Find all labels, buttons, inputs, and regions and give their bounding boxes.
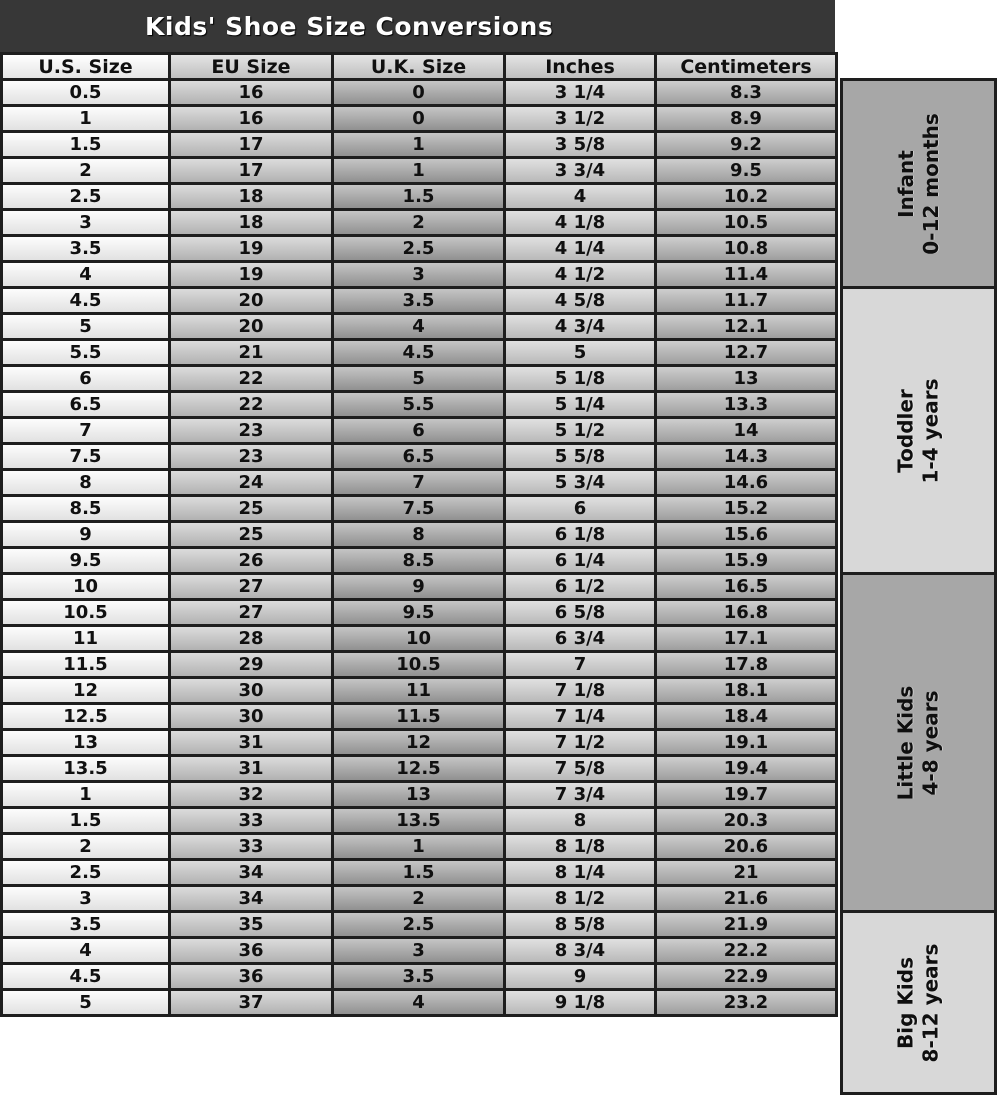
age-group-infant [840,78,997,289]
age-group-range: 4-8 years [918,690,943,795]
table-cell: 8 1/8 [506,835,657,861]
column-header: U.S. Size [3,55,171,81]
table-cell: 13.5 [3,757,171,783]
table-cell: 9.5 [3,549,171,575]
table-cell: 16 [171,107,334,133]
table-cell: 6.5 [334,445,506,471]
table-cell: 6 [506,497,657,523]
table-cell: 24 [171,471,334,497]
table-cell: 9 1/8 [506,991,657,1017]
table-cell: 36 [171,939,334,965]
table-cell: 17 [171,133,334,159]
table-cell: 0 [334,81,506,107]
table-cell: 2.5 [3,185,171,211]
table-cell: 8 1/2 [506,887,657,913]
table-cell: 25 [171,523,334,549]
table-cell: 4.5 [3,965,171,991]
table-cell: 19 [171,263,334,289]
table-cell: 30 [171,679,334,705]
age-group-label [894,378,944,483]
column-header: Inches [506,55,657,81]
table-cell: 21.6 [657,887,838,913]
table-cell: 13 [3,731,171,757]
table-cell: 4 [506,185,657,211]
table-cell: 15.9 [657,549,838,575]
table-cell: 1 [334,159,506,185]
table-cell: 8.9 [657,107,838,133]
table-cell: 3 1/4 [506,81,657,107]
table-cell: 11.5 [334,705,506,731]
table-cell: 11 [3,627,171,653]
table-cell: 4 1/4 [506,237,657,263]
table-cell: 1.5 [334,861,506,887]
table-cell: 5 1/8 [506,367,657,393]
table-cell: 6.5 [3,393,171,419]
table-cell: 11.5 [3,653,171,679]
table-cell: 23.2 [657,991,838,1017]
table-cell: 35 [171,913,334,939]
table-cell: 9.5 [334,601,506,627]
table-cell: 2 [3,159,171,185]
table-cell: 22.9 [657,965,838,991]
table-cell: 22 [171,393,334,419]
table-cell: 4 3/4 [506,315,657,341]
table-cell: 16.5 [657,575,838,601]
table-cell: 37 [171,991,334,1017]
table-cell: 14.3 [657,445,838,471]
table-cell: 18 [171,185,334,211]
table-cell: 0 [334,107,506,133]
table-cell: 5 [3,991,171,1017]
table-cell: 34 [171,861,334,887]
table-cell: 7 1/8 [506,679,657,705]
table-cell: 10.2 [657,185,838,211]
table-cell: 4 1/8 [506,211,657,237]
table-cell: 12.1 [657,315,838,341]
age-group-name: Little Kids [893,685,918,800]
table-cell: 9.5 [657,159,838,185]
table-cell: 3.5 [3,237,171,263]
table-cell: 23 [171,419,334,445]
table-cell: 25 [171,497,334,523]
table-cell: 12.7 [657,341,838,367]
table-cell: 0.5 [3,81,171,107]
size-conversion-table [0,52,838,1017]
table-cell: 3.5 [3,913,171,939]
table-cell: 8 1/4 [506,861,657,887]
table-cell: 22.2 [657,939,838,965]
table-cell: 6 3/4 [506,627,657,653]
table-cell: 2.5 [3,861,171,887]
table-cell: 13 [334,783,506,809]
table-cell: 20.3 [657,809,838,835]
table-cell: 3 1/2 [506,107,657,133]
table-cell: 27 [171,575,334,601]
table-cell: 26 [171,549,334,575]
column-header: Centimeters [657,55,838,81]
table-cell: 3 [334,939,506,965]
age-group-name: Toddler [893,388,918,473]
table-cell: 21.9 [657,913,838,939]
age-group-label [893,943,943,1062]
table-cell: 17.8 [657,653,838,679]
table-cell: 3 3/4 [506,159,657,185]
table-cell: 13.3 [657,393,838,419]
table-cell: 10 [334,627,506,653]
table-cell: 5.5 [3,341,171,367]
table-cell: 23 [171,445,334,471]
table-cell: 7.5 [3,445,171,471]
table-cell: 14.6 [657,471,838,497]
table-cell: 6 1/8 [506,523,657,549]
age-group-toddler [840,286,997,575]
table-cell: 12 [334,731,506,757]
table-cell: 7.5 [334,497,506,523]
age-group-name: Big Kids [893,956,918,1049]
table-cell: 2 [3,835,171,861]
title-bar [0,0,835,52]
table-cell: 8 3/4 [506,939,657,965]
table-cell: 19.1 [657,731,838,757]
table-cell: 12.5 [3,705,171,731]
table-cell: 4 1/2 [506,263,657,289]
table-cell: 36 [171,965,334,991]
column-header: EU Size [171,55,334,81]
table-cell: 12 [3,679,171,705]
table-cell: 8 [506,809,657,835]
table-cell: 31 [171,731,334,757]
table-cell: 20 [171,289,334,315]
table-cell: 2 [334,887,506,913]
table-cell: 9.2 [657,133,838,159]
table-cell: 10.8 [657,237,838,263]
table-cell: 2.5 [334,237,506,263]
table-cell: 7 5/8 [506,757,657,783]
table-cell: 6 1/2 [506,575,657,601]
table-cell: 4 [3,939,171,965]
table-cell: 5 [334,367,506,393]
age-group-sidebar [838,0,1000,1062]
table-cell: 6 [334,419,506,445]
table-cell: 21 [171,341,334,367]
table-cell: 5 1/4 [506,393,657,419]
table-cell: 2.5 [334,913,506,939]
column-header: U.K. Size [334,55,506,81]
table-cell: 17 [171,159,334,185]
table-cell: 7 [506,653,657,679]
table-cell: 5 [506,341,657,367]
table-cell: 27 [171,601,334,627]
table-cell: 18 [171,211,334,237]
table-cell: 15.6 [657,523,838,549]
table-cell: 11 [334,679,506,705]
table-cell: 19.7 [657,783,838,809]
table-cell: 18.1 [657,679,838,705]
age-group-little-kids [840,572,997,913]
table-cell: 3 5/8 [506,133,657,159]
page-title: Kids' Shoe Size Conversions [145,11,554,41]
table-cell: 10.5 [334,653,506,679]
table-cell: 30 [171,705,334,731]
table-cell: 1.5 [334,185,506,211]
table-cell: 6 5/8 [506,601,657,627]
age-group-big-kids [840,910,997,1095]
table-cell: 4 [334,315,506,341]
table-cell: 5.5 [334,393,506,419]
table-cell: 3.5 [334,289,506,315]
table-cell: 4 5/8 [506,289,657,315]
table-cell: 31 [171,757,334,783]
table-cell: 3 [3,887,171,913]
table-cell: 1 [3,107,171,133]
table-cell: 6 [3,367,171,393]
table-cell: 8.5 [3,497,171,523]
age-group-name: Infant [893,149,918,218]
table-cell: 8.3 [657,81,838,107]
table-cell: 8 5/8 [506,913,657,939]
table-cell: 28 [171,627,334,653]
table-cell: 7 [334,471,506,497]
table-cell: 17.1 [657,627,838,653]
table-cell: 29 [171,653,334,679]
table-cell: 11.7 [657,289,838,315]
table-cell: 3 [334,263,506,289]
table-cell: 20.6 [657,835,838,861]
table-cell: 10.5 [3,601,171,627]
table-cell: 3.5 [334,965,506,991]
table-cell: 5 3/4 [506,471,657,497]
table-cell: 21 [657,861,838,887]
table-cell: 7 3/4 [506,783,657,809]
table-cell: 1.5 [3,133,171,159]
table-cell: 7 1/2 [506,731,657,757]
table-cell: 22 [171,367,334,393]
age-group-label [894,685,944,800]
table-cell: 4 [3,263,171,289]
table-cell: 3 [3,211,171,237]
table-cell: 16.8 [657,601,838,627]
table-cell: 33 [171,835,334,861]
table-cell: 15.2 [657,497,838,523]
table-cell: 19 [171,237,334,263]
table-cell: 12.5 [334,757,506,783]
table-cell: 4.5 [334,341,506,367]
table-cell: 9 [3,523,171,549]
table-cell: 5 1/2 [506,419,657,445]
table-cell: 8 [334,523,506,549]
table-cell: 7 1/4 [506,705,657,731]
table-cell: 2 [334,211,506,237]
table-cell: 9 [334,575,506,601]
table-cell: 4.5 [3,289,171,315]
table-cell: 1 [334,133,506,159]
table-cell: 1 [3,783,171,809]
age-group-range: 0-12 months [918,112,943,255]
age-group-label [893,113,943,255]
table-cell: 1.5 [3,809,171,835]
age-group-range: 8-12 years [918,943,943,1062]
table-cell: 6 1/4 [506,549,657,575]
table-cell: 8 [3,471,171,497]
table-cell: 7 [3,419,171,445]
table-cell: 33 [171,809,334,835]
table-cell: 5 [3,315,171,341]
table-cell: 16 [171,81,334,107]
table-cell: 10.5 [657,211,838,237]
table-cell: 20 [171,315,334,341]
table-cell: 13 [657,367,838,393]
table-cell: 8.5 [334,549,506,575]
table-cell: 10 [3,575,171,601]
table-cell: 1 [334,835,506,861]
table-cell: 19.4 [657,757,838,783]
table-cell: 5 5/8 [506,445,657,471]
table-cell: 18.4 [657,705,838,731]
age-group-range: 1-4 years [918,378,943,483]
table-cell: 34 [171,887,334,913]
table-cell: 11.4 [657,263,838,289]
table-cell: 32 [171,783,334,809]
table-cell: 14 [657,419,838,445]
table-cell: 4 [334,991,506,1017]
table-cell: 9 [506,965,657,991]
table-cell: 13.5 [334,809,506,835]
